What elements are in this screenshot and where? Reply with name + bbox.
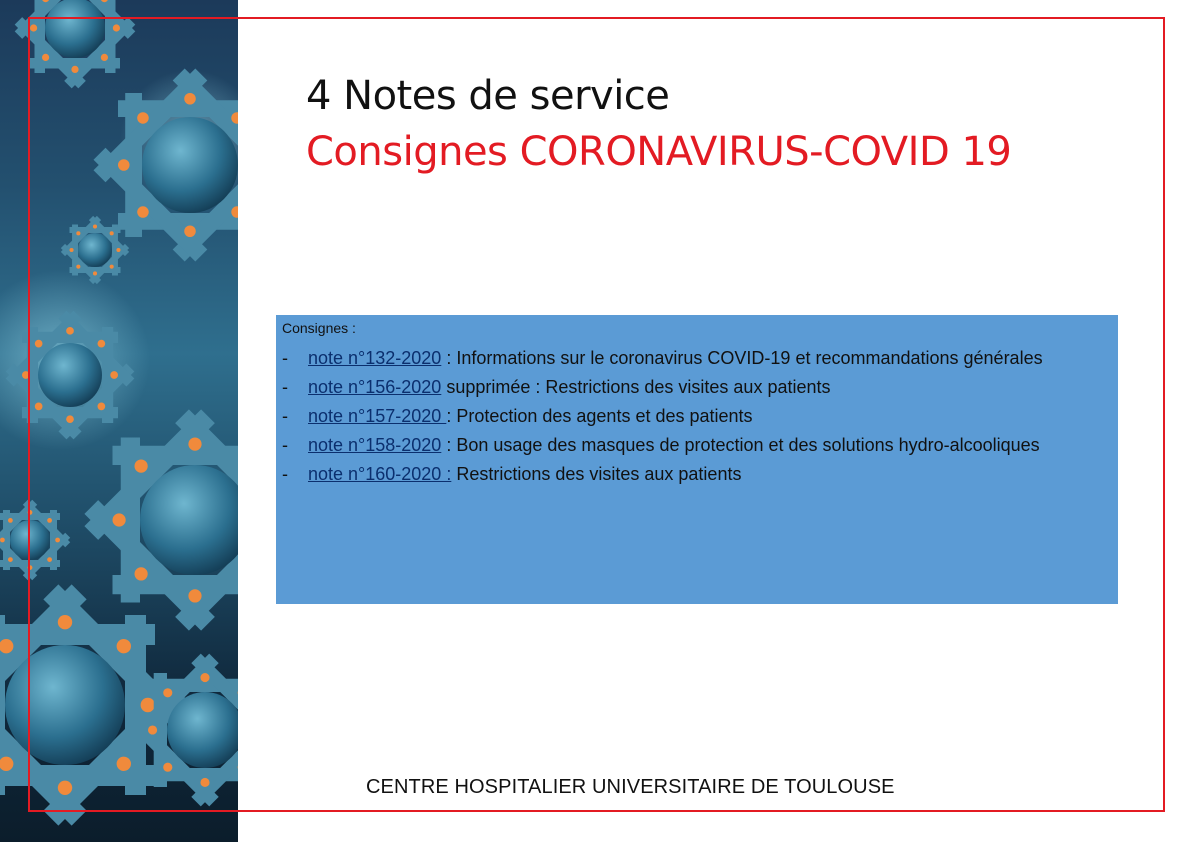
note-entry — [308, 373, 1110, 402]
note-157-link[interactable]: note n°157-2020 — [308, 406, 447, 426]
note-description: : Protection des agents et des patients — [446, 406, 753, 426]
list-dash: - — [282, 406, 288, 426]
title-block — [306, 68, 1011, 180]
page-subtitle: Consignes CORONAVIRUS-COVID 19 — [306, 129, 1012, 175]
note-entry — [308, 344, 1110, 373]
note-description: Restrictions des visites aux patients — [451, 464, 742, 484]
list-item — [282, 402, 1110, 431]
virus-particle-1 — [30, 0, 120, 73]
consignes-heading: Consignes : — [282, 320, 356, 336]
list-dash: - — [282, 348, 288, 368]
note-132-link[interactable]: note n°132-2020 — [308, 348, 442, 368]
note-description: : Informations sur le coronavirus COVID-19 et recommandations générales — [441, 348, 1043, 368]
note-entry — [308, 402, 1110, 431]
note-description: : Bon usage des masques de protection et des solutions hydro-alcooliques — [441, 435, 1040, 455]
list-item — [282, 460, 1110, 489]
note-156-link[interactable]: note n°156-2020 — [308, 377, 442, 397]
page-title: 4 Notes de service — [306, 73, 670, 119]
list-dash: - — [282, 464, 288, 484]
list-item — [282, 431, 1110, 460]
list-dash: - — [282, 377, 288, 397]
note-entry — [308, 431, 1110, 460]
note-description: supprimée : Restrictions des visites aux patients — [441, 377, 831, 397]
list-item — [282, 373, 1110, 402]
list-item — [282, 344, 1110, 373]
consignes-panel — [276, 315, 1118, 604]
note-list — [282, 344, 1110, 489]
list-dash: - — [282, 435, 288, 455]
coronavirus-illustration — [0, 0, 238, 842]
note-158-link[interactable]: note n°158-2020 — [308, 435, 442, 455]
note-160-link[interactable]: note n°160-2020 : — [308, 464, 452, 484]
institution-footer: CENTRE HOSPITALIER UNIVERSITAIRE DE TOULOUSE — [366, 776, 895, 798]
note-entry — [308, 460, 1110, 489]
